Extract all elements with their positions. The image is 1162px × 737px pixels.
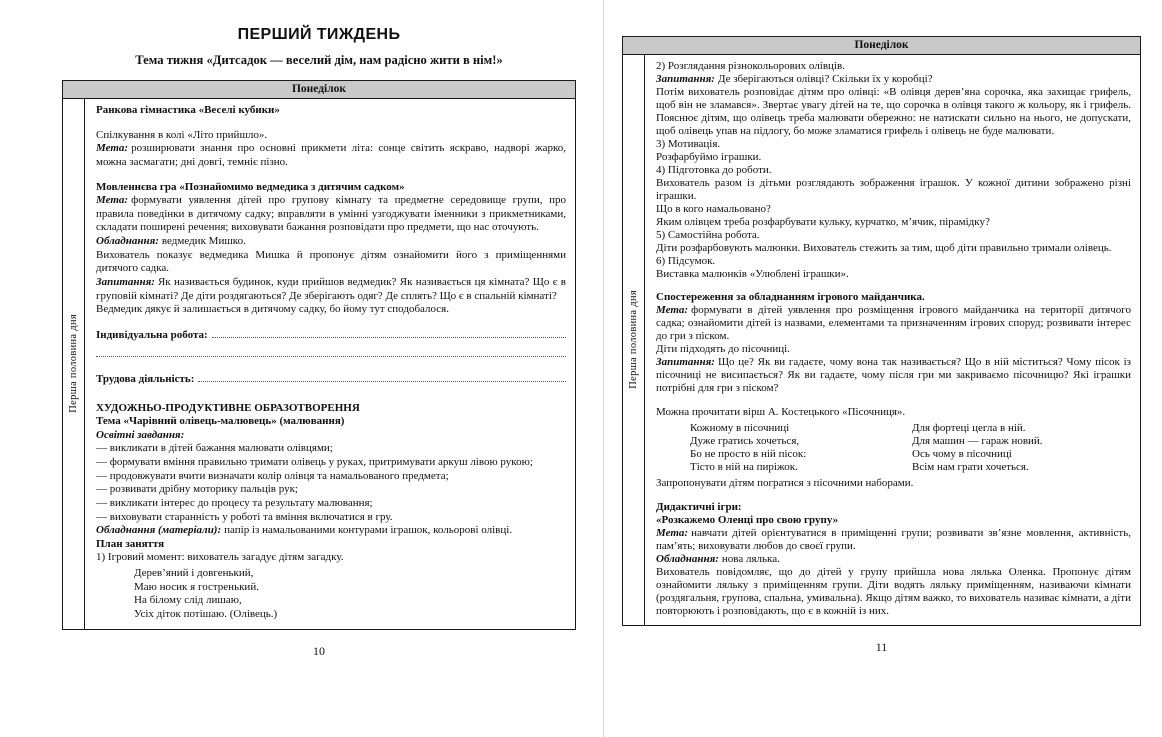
- half-day-column: [63, 99, 85, 629]
- game-meta: [656, 527, 1131, 553]
- poem-line: Кожному в пісочниці: [690, 422, 790, 435]
- poem-line: Бо не просто в ній пісок:: [690, 448, 807, 461]
- circle-talk: Спілкування в колі «Літо прийшло».: [96, 128, 268, 141]
- poem-line: На білому слід лишаю,: [134, 594, 242, 607]
- plan-item-6: 6) Підсумок.: [656, 254, 716, 267]
- page-number: 10: [313, 643, 325, 658]
- half-day-column: [623, 55, 645, 625]
- observation-meta: [656, 304, 1131, 343]
- labor-activity-line: [96, 372, 566, 386]
- poem-line: Тісто в ній на пиріжок.: [690, 461, 798, 474]
- prep-question-2: Яким олівцем треба розфарбувати кульку, курчатко, м’ячик, пірамідку?: [656, 215, 990, 228]
- sand-questions-text: Що це? Як ви гадаєте, чому вона так називається? Що в ній міститься? Чому пісок із пісочниці не висипається? Як ви гадаєте, чому після гри ми закриваємо пісочницю? Які іграшки потрібні для гри з піском?: [656, 356, 1131, 395]
- circle-meta-text: розширювати знання про основні прикмети літа: сонце світить яскраво, надворі жарко, можна засмагати; дні довгі, темніє пізно.: [96, 142, 566, 168]
- dotted-fill-line: [212, 328, 566, 338]
- motivation-text: Розфарбуймо іграшки.: [656, 150, 762, 163]
- didactic-games-title: Дидактичні ігри:: [656, 501, 742, 514]
- plan-item-5: 5) Самостійна робота.: [656, 228, 760, 241]
- bear-thanks: Ведмедик дякує й залишається в дитячому садку, бо йому тут сподобалося.: [96, 303, 449, 316]
- day-body: [63, 99, 575, 629]
- poem-line: Всім нам грати хочеться.: [912, 461, 1029, 474]
- labor-activity-label: Трудова діяльність:: [96, 372, 195, 385]
- poem-line: Дуже гратись хочеться,: [690, 435, 800, 448]
- questions-label: Запитання:: [96, 275, 155, 288]
- materials-text: папір із намальованими контурами іграшок, кольорові олівці.: [224, 524, 513, 537]
- page-right: [622, 36, 1141, 655]
- plan-item-2: 2) Розглядання різнокольорових олівців.: [656, 60, 845, 72]
- poem-line: Для фортеці цегла в ній.: [912, 422, 1026, 435]
- task-item: — виховувати старанність у роботі та вміння включатися в гру.: [96, 510, 393, 523]
- speech-game-title: Мовленнєва гра «Познайомимо ведмедика з дитячим садком»: [96, 180, 405, 193]
- materials-label: Обладнання (матеріали):: [96, 524, 222, 537]
- week-title: ПЕРШИЙ ТИЖДЕНЬ: [237, 26, 401, 43]
- game-equipment-line: [656, 553, 1131, 566]
- page-right-content: [645, 55, 1140, 625]
- morning-gym-title: Ранкова гімнастика «Веселі кубики»: [96, 104, 280, 116]
- circle-meta: [96, 142, 566, 169]
- individual-work-line: [96, 328, 566, 342]
- questions-line: [656, 73, 1131, 86]
- monday-table-right: [622, 36, 1141, 626]
- sand-questions-line: [656, 356, 1131, 395]
- plan-item-1: 1) Ігровий момент: вихователь загадує дітям загадку.: [96, 551, 344, 564]
- meta-label: Мета:: [96, 142, 129, 155]
- page-left-content: [85, 99, 575, 629]
- day-header: Понеділок: [623, 37, 1140, 55]
- individual-work-label: Індивідуальна робота:: [96, 328, 208, 341]
- self-work-text: Діти розфарбовують малюнки. Вихователь стежить за тим, щоб діти правильно тримали олівець.: [656, 241, 1112, 254]
- prep-text: Вихователь разом із дітьми розглядають зображення іграшок. У кожної дитини зображено різні іграшки.: [656, 176, 1131, 202]
- task-item: — викликати в дітей бажання малювати олівцями;: [96, 442, 333, 455]
- dotted-fill-line: [198, 372, 566, 382]
- plan-item-3: 3) Мотивація.: [656, 137, 721, 150]
- meta-label: Мета:: [656, 304, 689, 317]
- poem-column-right: [912, 422, 1043, 474]
- game-title: «Розкажемо Оленці про свою групу»: [656, 514, 839, 526]
- day-body: [623, 55, 1140, 625]
- poem-line: Ось чому в пісочниці: [912, 448, 1012, 461]
- game-equipment-text: нова лялька.: [721, 552, 780, 565]
- task-item: — формувати вміння правильно тримати олівець у руках, притримувати аркуш лівою рукою;: [96, 456, 533, 469]
- observation-meta-text: формувати в дітей уявлення про розміщення ігрового майданчика на території дитячого садка; ознайомити дітей із назвами, елементами та призначенням ігрових споруд; розвивати інтерес до гри з піском.: [656, 304, 1131, 343]
- task-item: — розвивати дрібну моторику пальців рук;: [96, 483, 298, 496]
- equipment-label: Обладнання:: [96, 235, 159, 247]
- questions-text: Де зберігаються олівці? Скільки їх у коробці?: [717, 72, 933, 85]
- exhibition-text: Виставка малюнків «Улюблені іграшки».: [656, 267, 849, 280]
- bear-show: Вихователь показує ведмедика Мишка й пропонує дітям ознайомити його з приміщеннями дитячого садка.: [96, 248, 566, 275]
- speech-game-meta: [96, 194, 566, 235]
- pencil-story: Потім вихователь розповідає дітям про олівці: «В олівця дерев’яна сорочка, яка захищає грифель, щоб він не зламався». Звертає увагу дітей на те, що сорочка в олівця такого ж кольору, як і грифель. Пояснює дітям, що олівець треба малювати обережно: не натискати сильно на нього, не допускати, щоб олівець упав на підлогу, бо може зламатися грифель і олівець не буде малювати.: [656, 85, 1131, 137]
- questions-line: [96, 276, 566, 303]
- equipment-line: [96, 235, 566, 249]
- page-number: 11: [875, 639, 888, 654]
- materials-line: [96, 524, 566, 538]
- monday-table-left: [62, 80, 576, 630]
- poem-line: Маю носик я гостренький.: [134, 580, 259, 593]
- plan-item-4: 4) Підготовка до роботи.: [656, 163, 772, 176]
- meta-label: Мета:: [656, 526, 689, 539]
- poem-line: Для машин — гараж новий.: [912, 435, 1043, 448]
- art-topic: Тема «Чарівний олівець-малювець» (малювання): [96, 415, 345, 428]
- questions-label: Запитання:: [656, 72, 715, 85]
- meta-label: Мета:: [96, 194, 129, 207]
- riddle-poem: [134, 567, 566, 622]
- prep-question-1: Що в кого намальовано?: [656, 202, 771, 215]
- approach-text: Діти підходять до пісочниці.: [656, 343, 790, 356]
- art-section-title: ХУДОЖНЬО-ПРОДУКТИВНЕ ОБРАЗОТВОРЕННЯ: [96, 401, 360, 414]
- equipment-text: ведмедик Мишко.: [161, 235, 246, 247]
- poem-column-left: [690, 422, 912, 474]
- task-item: — викликати інтерес до процесу та результату малювання;: [96, 496, 373, 509]
- observation-title: Спостереження за обладнанням ігрового майданчика.: [656, 291, 925, 304]
- plan-title: План заняття: [96, 537, 165, 550]
- theme-title: Тема тижня «Дитсадок — веселий дім, нам радісно жити в нім!»: [135, 53, 503, 67]
- edu-tasks-label: Освітні завдання:: [96, 428, 185, 441]
- day-header: Понеділок: [63, 81, 575, 99]
- half-day-label: Перша половина дня: [68, 314, 79, 414]
- game-meta-text: навчати дітей орієнтуватися в приміщенні групи; розвивати зв’язне мовлення, активність, пам’ять; виховувати любов до своєї групи.: [656, 526, 1131, 552]
- task-item: — продовжувати вчити визначати колір олівця та намальованого предмета;: [96, 469, 449, 482]
- game-description: Вихователь повідомляє, що до дітей у групу прийшла нова лялька Оленка. Пропонує дітям ознайомити ляльку з приміщенням групи. Діти водять ляльку приміщенням, називаючи кімнати (роздягальня, групова, спальна, умивальна). Якщо дітям важко, то вихователь називає кімнати, а діти повторюють і розповідають, що є в кожній із них.: [656, 565, 1131, 617]
- sand-sets-text: Запропонувати дітям погратися з пісочними наборами.: [656, 477, 914, 490]
- sandbox-poem: [690, 422, 1131, 474]
- half-day-label: Перша половина дня: [628, 290, 639, 390]
- questions-label: Запитання:: [656, 356, 715, 369]
- equipment-label: Обладнання:: [656, 552, 719, 565]
- poem-intro: Можна прочитати вірш А. Костецького «Пісочниця».: [656, 406, 906, 419]
- poem-line: Дерев’яний і довгенький,: [134, 567, 254, 580]
- poem-line: Усіх діток потішаю. (Олівець.): [134, 607, 278, 620]
- questions-text: Як називається будинок, куди прийшов ведмедик? Як називається ця кімната? Що є в груповій кімнаті? Де діти роздягаються? Де зберігають одяг? Де сплять? Що є в спальній кімнаті?: [96, 275, 566, 302]
- page-left: [62, 26, 576, 659]
- page-divider: [603, 0, 604, 737]
- speech-game-meta-text: формувати уявлення дітей про групову кімнату та предметне середовище групи, про правила поведінки в дитячому садку; вправляти в умінні узгоджувати іменники з прикметниками, складати поширені речення; виховувати бажання розповідати про предмети, що нас оточують.: [96, 194, 566, 234]
- dotted-fill-line: [96, 342, 566, 357]
